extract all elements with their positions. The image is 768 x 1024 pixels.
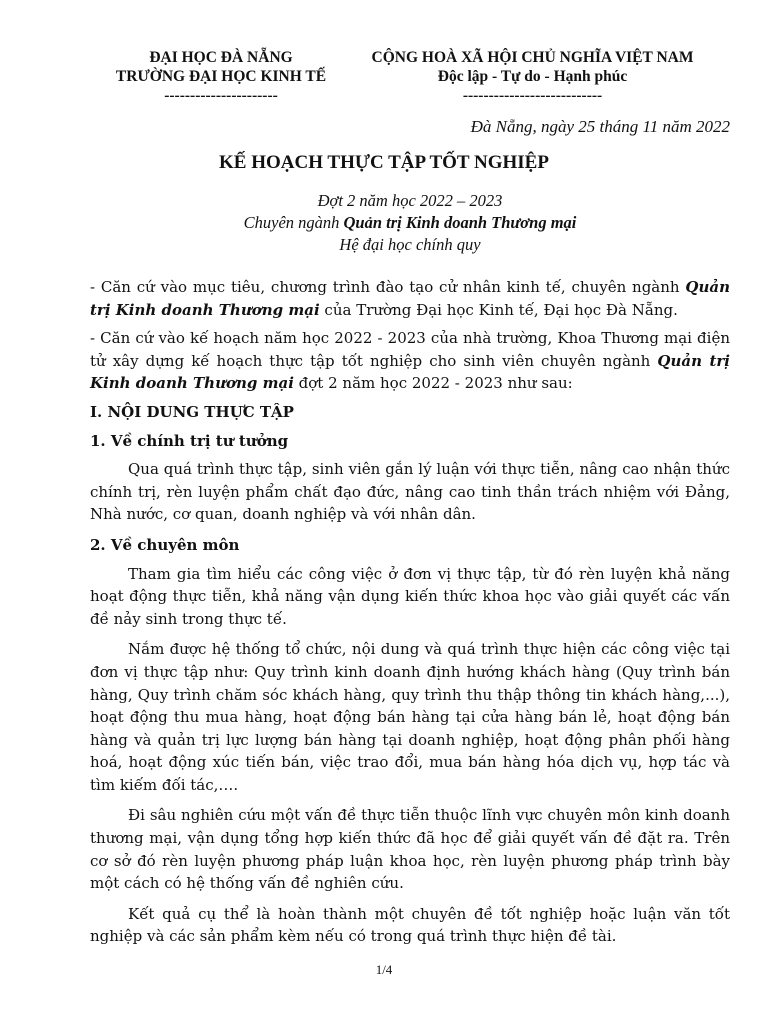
header-right-divider: --------------------------- [462,87,603,104]
school-name: TRƯỜNG ĐẠI HỌC KINH TẾ [115,68,327,85]
national-motto: Độc lập - Tự do - Hạnh phúc [437,68,628,85]
section-heading-1: I. NỘI DUNG THỰC TẬP [90,402,294,421]
intro-p1-emphasis: Quản trị Kinh doanh Thương mại [90,278,730,319]
politics-paragraph: Qua quá trình thực tập, sinh viên gắn lý luận với thực tiễn, nâng cao nhận thức chính trị, rèn luyện phẩm chất đạo đức, nâng cao tinh thần trách nhiệm với Đảng, Nhà nước, cơ quan, doanh nghiệp và với nhân dân. [90,460,730,524]
subtitle-program: Hệ đại học chính quy [339,235,481,254]
subtitle-term: Đợt 2 năm học 2022 – 2023 [317,191,503,210]
header-right-block [370,48,695,105]
intro-p2-text-a: - Căn cứ vào kế hoạch năm học 2022 - 2023 của nhà trường, Khoa Thương mại điện tử xây dựng kế hoạch thực tập tốt nghiệp cho sinh viên chuyên ngành [90,329,730,370]
intro-paragraph-1 [90,276,730,321]
page-number: 1/4 [375,962,393,977]
document-body [90,276,730,956]
subsection-heading-expertise: 2. Về chuyên môn [90,535,240,554]
subtitle-major [0,212,768,234]
intro-p2-emphasis: Quản trị Kinh doanh Thương mại [90,351,730,393]
expertise-paragraph-4: Kết quả cụ thể là hoàn thành một chuyên đề tốt nghiệp hoặc luận văn tốt nghiệp và các sản phẩm kèm nếu có trong quá trình thực hiện đề tài. [90,904,730,946]
intro-paragraph-2 [90,327,730,395]
expertise-paragraph-2: Nắm được hệ thống tổ chức, nội dung và quá trình thực hiện các công việc tại đơn vị thực tập như: Quy trình kinh doanh định hướng khách hàng (Quy trình bán hàng, Quy trình chăm sóc khách hàng, quy trình thu thập thông tin khách hàng,...), hoạt động thu mua hàng, hoạt động bán hàng tại cửa hàng bán lẻ, hoạt động bán hàng và quản trị lực lượng bán hàng tại doanh nghiệp, hoạt động phân phối hàng hoá, hoạt động xúc tiến bán, việc trao đổi, mua bán hàng hóa dịch vụ, hợp tác và tìm kiếm đối tác,…. [90,640,730,794]
university-name: ĐẠI HỌC ĐÀ NẴNG [149,49,293,66]
intro-p1-text-b: của Trường Đại học Kinh tế, Đại học Đà Nẵng. [319,300,678,319]
country-name: CỘNG HOÀ XÃ HỘI CHỦ NGHĨA VIỆT NAM [371,49,694,66]
document-subtitle [0,190,768,256]
expertise-paragraph-3: Đi sâu nghiên cứu một vấn đề thực tiễn thuộc lĩnh vực chuyên môn kinh doanh thương mại, vận dụng tổng hợp kiến thức đã học để giải quyết vấn đề đặt ra. Trên cơ sở đó rèn luyện phương pháp luận khoa học, rèn luyện phương pháp trình bày một cách có hệ thống vấn đề nghiên cứu. [90,806,730,893]
subtitle-major-prefix: Chuyên ngành [243,213,344,232]
intro-p1-text-a: - Căn cứ vào mục tiêu, chương trình đào tạo cử nhân kinh tế, chuyên ngành [90,278,686,296]
subsection-heading-politics: 1. Về chính trị tư tưởng [90,431,289,450]
intro-p2-text-b: đợt 2 năm học 2022 - 2023 như sau: [293,374,573,393]
document-date: Đà Nẵng, ngày 25 tháng 11 năm 2022 [470,117,730,136]
header-left-block [96,48,346,105]
header-left-divider: ---------------------- [164,87,278,104]
subtitle-major-name: Quản trị Kinh doanh Thương mại [343,213,577,232]
expertise-paragraph-1: Tham gia tìm hiểu các công việc ở đơn vị thực tập, từ đó rèn luyện khả năng hoạt động thực tiễn, khả năng vận dụng kiến thức khoa học vào giải quyết các vấn đề nảy sinh trong thực tế. [90,564,730,628]
document-title: KẾ HOẠCH THỰC TẬP TỐT NGHIỆP [219,152,549,173]
